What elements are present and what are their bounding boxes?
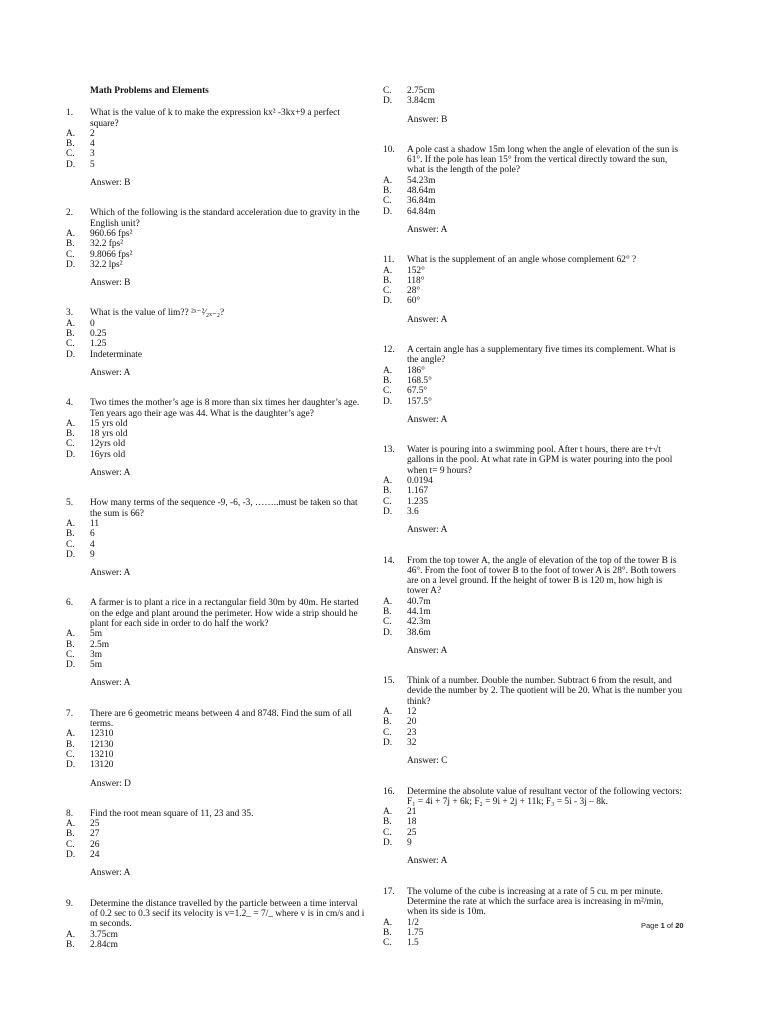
option-row bbox=[66, 450, 366, 460]
option-letter: D. bbox=[66, 349, 76, 360]
question-text: What is the value of lim?? ²ˣ⁻²⁄₂ₓ₋₂? bbox=[90, 308, 225, 319]
option-letter: D. bbox=[383, 506, 393, 517]
option-row bbox=[66, 930, 366, 940]
option-text: 32.2 lps² bbox=[90, 259, 123, 270]
question-number: 7. bbox=[66, 708, 74, 719]
question-row bbox=[66, 598, 366, 629]
option-letter: C. bbox=[383, 617, 392, 628]
answer-line: Answer: B bbox=[90, 178, 131, 189]
option-letter: B. bbox=[66, 329, 75, 340]
question-number: 12. bbox=[383, 345, 395, 356]
option-letter: A. bbox=[66, 128, 76, 139]
question-row bbox=[383, 345, 683, 366]
option-text: 13120 bbox=[90, 760, 114, 771]
option-letter: A. bbox=[383, 807, 393, 818]
option-text: 2.5m bbox=[90, 639, 110, 650]
answer-line: Answer: A bbox=[90, 568, 131, 579]
option-row bbox=[383, 617, 683, 627]
option-text: 12130 bbox=[90, 739, 114, 750]
option-row bbox=[66, 740, 366, 750]
option-row bbox=[66, 419, 366, 429]
option-letter: D. bbox=[383, 296, 393, 307]
option-text: 5 bbox=[90, 159, 95, 170]
right-column bbox=[383, 86, 683, 968]
option-letter: B. bbox=[383, 375, 392, 386]
footer-page-word: Page bbox=[641, 921, 659, 930]
option-text: 27 bbox=[90, 829, 100, 840]
answer-line: Answer: B bbox=[407, 114, 448, 125]
question-row bbox=[66, 308, 366, 318]
question-number: 11. bbox=[383, 255, 395, 266]
option-letter: D. bbox=[383, 96, 393, 107]
option-letter: B. bbox=[66, 529, 75, 540]
option-text: 4 bbox=[90, 539, 95, 550]
question-text: Water is pouring into a swimming pool. After t hours, there are t+√t gallons in the pool. At what rate in GPM is water pouring into the pool when t= 9 hours? bbox=[407, 445, 673, 476]
option-row bbox=[66, 429, 366, 439]
option-letter: B. bbox=[66, 139, 75, 150]
option-letter: D. bbox=[66, 760, 76, 771]
question-block bbox=[383, 345, 683, 425]
option-row bbox=[66, 729, 366, 739]
question-text: Which of the following is the standard acceleration due to gravity in the English unit? bbox=[90, 208, 360, 229]
option-text: 3.75cm bbox=[90, 929, 118, 940]
question-block bbox=[66, 899, 366, 950]
question-text: What is the value of k to make the expression kx² -3kx+9 a perfect square? bbox=[90, 108, 340, 129]
option-text: 64.84m bbox=[407, 206, 436, 217]
option-row bbox=[66, 629, 366, 639]
option-text: 168.5° bbox=[407, 375, 432, 386]
option-text: 25 bbox=[90, 819, 100, 830]
question-block bbox=[66, 598, 366, 688]
answer-line: Answer: A bbox=[407, 645, 448, 656]
option-letter: C. bbox=[383, 386, 392, 397]
footer-total-pages: 20 bbox=[675, 921, 684, 930]
answer-line: Answer: A bbox=[90, 367, 131, 378]
option-letter: C. bbox=[66, 339, 75, 350]
option-row bbox=[383, 276, 683, 286]
option-letter: B. bbox=[66, 639, 75, 650]
option-text: 4 bbox=[90, 139, 95, 150]
option-letter: D. bbox=[66, 449, 76, 460]
option-row bbox=[66, 940, 366, 950]
option-letter: C. bbox=[383, 86, 392, 96]
question-block bbox=[383, 445, 683, 535]
option-letter: D. bbox=[383, 838, 393, 849]
option-letter: B. bbox=[66, 239, 75, 250]
option-row bbox=[383, 607, 683, 617]
question-row bbox=[66, 398, 366, 419]
answer-line: Answer: A bbox=[90, 868, 131, 879]
question-text: A pole cast a shadow 15m long when the angle of elevation of the sun is 61°. If the pole has lean 15° from the vertical directly toward the sun, what is the length of the pole? bbox=[407, 144, 679, 176]
question-block bbox=[66, 108, 366, 188]
option-row bbox=[66, 129, 366, 139]
answer-line: Answer: A bbox=[407, 856, 448, 867]
option-letter: B. bbox=[383, 927, 392, 938]
option-row bbox=[383, 266, 683, 276]
option-text: 12yrs old bbox=[90, 439, 126, 450]
option-text: 1.75 bbox=[407, 927, 424, 938]
option-letter: A. bbox=[383, 596, 393, 607]
option-letter: D. bbox=[383, 206, 393, 217]
option-row bbox=[383, 386, 683, 396]
option-row bbox=[383, 717, 683, 727]
question-number: 1. bbox=[66, 108, 74, 119]
option-row bbox=[383, 507, 683, 517]
option-text: 0.25 bbox=[90, 329, 107, 340]
option-letter: D. bbox=[66, 159, 76, 170]
option-row bbox=[383, 828, 683, 838]
option-text: 2 bbox=[90, 128, 95, 139]
option-row bbox=[66, 149, 366, 159]
option-letter: A. bbox=[66, 929, 76, 940]
option-text: Indeterminate bbox=[90, 349, 143, 360]
option-text: 0 bbox=[90, 318, 95, 329]
left-column bbox=[66, 86, 366, 970]
option-letter: B. bbox=[66, 829, 75, 840]
option-text: 20 bbox=[407, 717, 417, 728]
option-letter: C. bbox=[66, 439, 75, 450]
option-text: 21 bbox=[407, 807, 417, 818]
footer-of-word: of bbox=[666, 921, 674, 930]
question-number: 10. bbox=[383, 144, 395, 155]
option-text: 26 bbox=[90, 839, 100, 850]
option-text: 25 bbox=[407, 827, 417, 838]
option-text: 12310 bbox=[90, 729, 114, 740]
answer-line: Answer: A bbox=[407, 224, 448, 235]
option-row bbox=[66, 350, 366, 360]
option-row bbox=[66, 819, 366, 829]
option-text: 36.84m bbox=[407, 196, 436, 207]
option-letter: A. bbox=[66, 518, 76, 529]
question-number: 6. bbox=[66, 598, 74, 609]
option-row bbox=[66, 260, 366, 270]
option-text: 28° bbox=[407, 286, 421, 297]
option-text: 9.8066 fps² bbox=[90, 249, 133, 260]
answer-line: Answer: C bbox=[407, 756, 448, 767]
option-row bbox=[383, 486, 683, 496]
option-text: 1.25 bbox=[90, 339, 107, 350]
question-text: A farmer is to plant a rice in a rectangular field 30m by 40m. He started on the edge and plant around the perimeter. How wide a strip should he plant for each side in order to do half the work? bbox=[90, 598, 359, 629]
option-text: 9 bbox=[407, 838, 412, 849]
question-text: The volume of the cube is increasing at a rate of 5 cu. m per minute. Determine the rate at which the surface area is increasing in m²/min, when its side is 10m. bbox=[407, 886, 664, 918]
option-row bbox=[383, 497, 683, 507]
option-text: 157.5° bbox=[407, 396, 432, 407]
option-row bbox=[66, 850, 366, 860]
option-row bbox=[383, 728, 683, 738]
option-letter: B. bbox=[383, 717, 392, 728]
option-row bbox=[66, 829, 366, 839]
option-letter: C. bbox=[383, 286, 392, 297]
option-row bbox=[66, 529, 366, 539]
option-row bbox=[383, 366, 683, 376]
option-letter: C. bbox=[383, 938, 392, 949]
question-text: What is the supplement of an angle whose complement 62° ? bbox=[407, 255, 637, 266]
option-letter: C. bbox=[383, 727, 392, 738]
question-block bbox=[66, 398, 366, 478]
option-row bbox=[383, 186, 683, 196]
option-text: 1.235 bbox=[407, 496, 429, 507]
option-text: 15 yrs old bbox=[90, 418, 128, 429]
option-text: 13210 bbox=[90, 749, 114, 760]
option-letter: B. bbox=[383, 275, 392, 286]
option-text: 18 bbox=[407, 817, 417, 828]
option-text: 6 bbox=[90, 529, 95, 540]
option-text: 60° bbox=[407, 296, 421, 307]
option-text: 48.64m bbox=[407, 186, 436, 197]
question-text: From the top tower A, the angle of elevation of the top of the tower B is 46°. From the foot of tower B to the foot of tower A is 28°. Both towers are on a level ground. If the height of tower B is 120 m, how high is tower A? bbox=[407, 555, 677, 597]
question-row bbox=[66, 498, 366, 519]
question-row bbox=[383, 556, 683, 597]
question-text: How many terms of the sequence -9, -6, -3, ……..must be taken so that the sum is 66? bbox=[90, 498, 358, 519]
question-text: Determine the absolute value of resultant vector of the following vectors: F₁ = 4i + 7j + 6k; F₂ = 9i + 2j + 11k; F₃ = 5i - 3j – 8k. bbox=[407, 786, 682, 807]
option-letter: A. bbox=[383, 707, 393, 718]
question-block bbox=[383, 887, 683, 949]
option-letter: B. bbox=[66, 429, 75, 440]
option-text: 11 bbox=[90, 518, 100, 529]
option-letter: B. bbox=[383, 486, 392, 497]
question-block bbox=[66, 709, 366, 789]
question-block bbox=[66, 208, 366, 288]
option-text: 38.6m bbox=[407, 627, 431, 638]
answer-line: Answer: A bbox=[407, 525, 448, 536]
question-row bbox=[66, 899, 366, 930]
option-text: 186° bbox=[407, 365, 425, 376]
option-text: 0.0194 bbox=[407, 476, 433, 487]
option-text: 1.167 bbox=[407, 486, 429, 497]
option-text: 2.84cm bbox=[90, 939, 118, 950]
option-text: 3 bbox=[90, 149, 95, 160]
option-letter: A. bbox=[66, 819, 76, 830]
option-letter: A. bbox=[66, 228, 76, 239]
answer-line: Answer: B bbox=[90, 278, 131, 289]
option-text: 42.3m bbox=[407, 617, 431, 628]
page-footer bbox=[641, 921, 684, 930]
option-row bbox=[383, 96, 683, 106]
question-row bbox=[383, 787, 683, 808]
question-block bbox=[383, 86, 683, 125]
option-row bbox=[383, 928, 683, 938]
option-row bbox=[66, 540, 366, 550]
option-letter: C. bbox=[383, 827, 392, 838]
option-text: 32.2 fps² bbox=[90, 239, 124, 250]
option-row bbox=[66, 160, 366, 170]
option-text: 24 bbox=[90, 850, 100, 861]
option-text: 1.5 bbox=[407, 938, 419, 949]
option-letter: B. bbox=[383, 186, 392, 197]
answer-line: Answer: D bbox=[90, 778, 131, 789]
option-row bbox=[383, 938, 683, 948]
option-row bbox=[383, 86, 683, 96]
question-block bbox=[66, 308, 366, 378]
option-row bbox=[383, 286, 683, 296]
option-text: 32 bbox=[407, 737, 417, 748]
answer-line: Answer: A bbox=[90, 678, 131, 689]
option-text: 3.6 bbox=[407, 506, 419, 517]
option-letter: A. bbox=[383, 917, 393, 928]
option-text: 18 yrs old bbox=[90, 429, 128, 440]
question-text: Find the root mean square of 11, 23 and 35. bbox=[90, 808, 254, 819]
question-text: Think of a number. Double the number. Subtract 6 from the result, and devide the number by 2. The quotient will be 20. What is the number you think? bbox=[407, 676, 683, 707]
option-letter: C. bbox=[66, 249, 75, 260]
question-row bbox=[66, 709, 366, 730]
option-letter: D. bbox=[66, 549, 76, 560]
question-row bbox=[383, 887, 683, 918]
option-text: 2.75cm bbox=[407, 86, 435, 96]
question-number: 2. bbox=[66, 208, 74, 219]
option-letter: D. bbox=[66, 660, 76, 671]
option-row bbox=[383, 207, 683, 217]
option-row bbox=[66, 319, 366, 329]
option-letter: C. bbox=[383, 496, 392, 507]
option-text: 3.84cm bbox=[407, 96, 435, 107]
option-letter: C. bbox=[66, 839, 75, 850]
option-letter: C. bbox=[66, 749, 75, 760]
option-text: 12 bbox=[407, 707, 417, 718]
option-text: 16yrs old bbox=[90, 449, 126, 460]
question-number: 9. bbox=[66, 898, 74, 909]
option-row bbox=[66, 519, 366, 529]
question-number: 3. bbox=[66, 308, 74, 319]
question-block bbox=[383, 676, 683, 766]
option-row bbox=[383, 738, 683, 748]
option-letter: A. bbox=[383, 175, 393, 186]
option-row bbox=[383, 707, 683, 717]
option-letter: C. bbox=[383, 196, 392, 207]
question-row bbox=[66, 208, 366, 229]
option-text: 9 bbox=[90, 549, 95, 560]
option-letter: A. bbox=[383, 365, 393, 376]
question-row bbox=[383, 676, 683, 707]
question-number: 14. bbox=[383, 555, 395, 566]
question-number: 17. bbox=[383, 886, 395, 897]
option-letter: D. bbox=[383, 627, 393, 638]
option-letter: A. bbox=[383, 476, 393, 487]
option-row bbox=[383, 817, 683, 827]
option-text: 23 bbox=[407, 727, 417, 738]
footer-page-number: 1 bbox=[660, 921, 665, 930]
option-text: 40.7m bbox=[407, 596, 431, 607]
option-row bbox=[383, 376, 683, 386]
question-row bbox=[66, 108, 366, 129]
question-row bbox=[66, 809, 366, 819]
option-row bbox=[383, 918, 683, 928]
document-title: Math Problems and Elements bbox=[90, 86, 209, 96]
question-block bbox=[383, 255, 683, 325]
option-text: 5m bbox=[90, 629, 102, 640]
option-letter: B. bbox=[66, 739, 75, 750]
option-row bbox=[66, 229, 366, 239]
option-row bbox=[66, 840, 366, 850]
option-letter: C. bbox=[66, 539, 75, 550]
option-letter: D. bbox=[383, 396, 393, 407]
option-row bbox=[66, 439, 366, 449]
question-number: 13. bbox=[383, 445, 395, 456]
option-row bbox=[66, 660, 366, 670]
option-text: 44.1m bbox=[407, 606, 431, 617]
option-row bbox=[66, 250, 366, 260]
question-number: 15. bbox=[383, 676, 395, 687]
option-row bbox=[66, 550, 366, 560]
option-letter: D. bbox=[66, 850, 76, 861]
question-block bbox=[66, 809, 366, 879]
question-text: Two times the mother’s age is 8 more than six times her daughter’s age. Ten years ago their age was 44. What is the daughter’s age? bbox=[90, 398, 360, 419]
question-row bbox=[383, 145, 683, 176]
option-row bbox=[383, 176, 683, 186]
option-row bbox=[66, 760, 366, 770]
option-row bbox=[66, 640, 366, 650]
option-row bbox=[66, 750, 366, 760]
question-number: 8. bbox=[66, 808, 74, 819]
option-letter: A. bbox=[66, 418, 76, 429]
answer-line: Answer: A bbox=[90, 468, 131, 479]
option-row bbox=[383, 296, 683, 306]
option-letter: C. bbox=[66, 649, 75, 660]
question-row bbox=[383, 255, 683, 265]
answer-line: Answer: A bbox=[407, 314, 448, 325]
option-text: 67.5° bbox=[407, 386, 428, 397]
question-number: 5. bbox=[66, 498, 74, 509]
option-text: 152° bbox=[407, 265, 425, 276]
option-row bbox=[383, 597, 683, 607]
option-letter: A. bbox=[66, 629, 76, 640]
option-row bbox=[66, 329, 366, 339]
option-letter: A. bbox=[383, 265, 393, 276]
option-row bbox=[383, 196, 683, 206]
answer-line: Answer: A bbox=[407, 414, 448, 425]
question-block bbox=[383, 556, 683, 657]
option-row bbox=[383, 628, 683, 638]
option-letter: D. bbox=[383, 737, 393, 748]
option-text: 3m bbox=[90, 649, 102, 660]
question-block bbox=[383, 787, 683, 867]
option-letter: D. bbox=[66, 259, 76, 270]
question-block bbox=[383, 145, 683, 235]
option-row bbox=[66, 650, 366, 660]
option-letter: B. bbox=[66, 939, 75, 950]
option-text: 54.23m bbox=[407, 175, 436, 186]
question-number: 16. bbox=[383, 786, 395, 797]
option-letter: B. bbox=[383, 817, 392, 828]
option-text: 5m bbox=[90, 660, 102, 671]
question-text: Determine the distance travelled by the particle between a time interval of 0.2 sec to 0.3 secif its velocity is v=1.2_ = 7/_ where v is in cm/s and i m seconds. bbox=[90, 898, 365, 930]
option-row bbox=[383, 476, 683, 486]
option-row bbox=[383, 397, 683, 407]
question-row bbox=[383, 445, 683, 476]
option-letter: A. bbox=[66, 729, 76, 740]
option-letter: C. bbox=[66, 149, 75, 160]
option-text: 960.66 fps² bbox=[90, 228, 133, 239]
option-row bbox=[66, 239, 366, 249]
question-number: 4. bbox=[66, 398, 74, 409]
question-block bbox=[66, 498, 366, 578]
option-text: 1/2 bbox=[407, 917, 419, 928]
question-text: A certain angle has a supplementary five times its complement. What is the angle? bbox=[407, 345, 676, 366]
option-row bbox=[66, 339, 366, 349]
option-letter: A. bbox=[66, 318, 76, 329]
option-text: 118° bbox=[407, 275, 425, 286]
option-row bbox=[383, 838, 683, 848]
option-row bbox=[383, 807, 683, 817]
option-row bbox=[66, 139, 366, 149]
option-letter: B. bbox=[383, 606, 392, 617]
question-text: There are 6 geometric means between 4 and 8748. Find the sum of all terms. bbox=[90, 708, 352, 730]
